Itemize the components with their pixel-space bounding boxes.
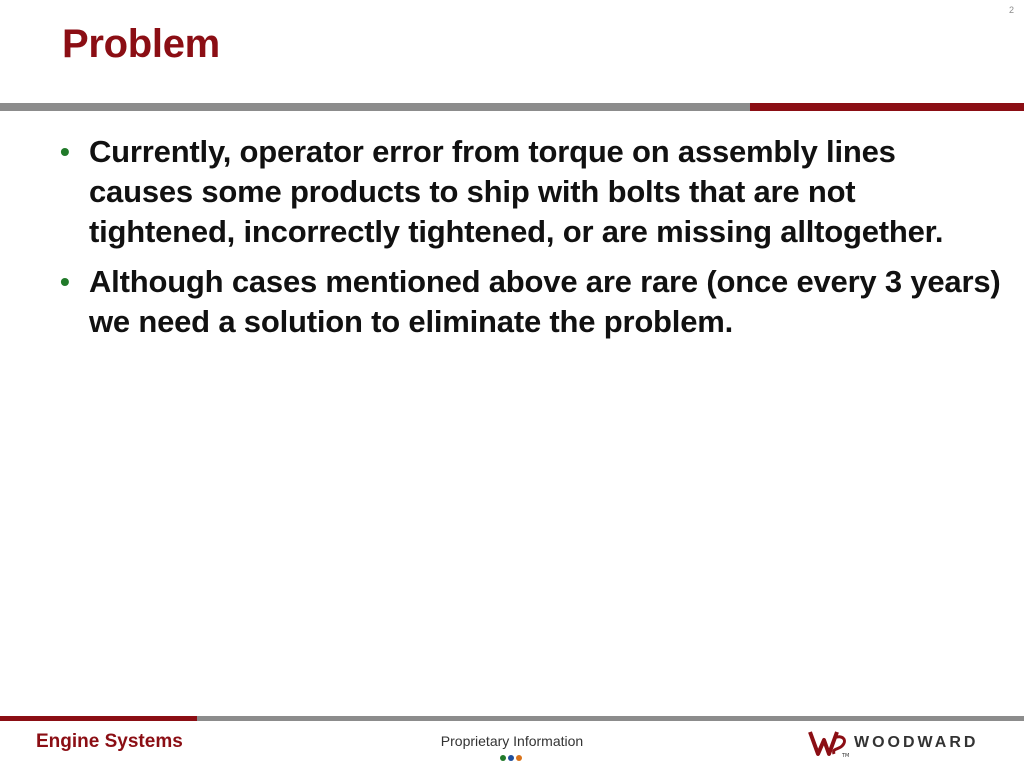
footer-dot-icon xyxy=(500,755,506,761)
svg-text:TM: TM xyxy=(842,753,850,758)
footer-dot-icon xyxy=(516,755,522,761)
slide-title: Problem xyxy=(62,22,220,66)
bullet-text: Although cases mentioned above are rare (once every 3 years) we need a solution to eliminate the problem. xyxy=(89,264,1001,339)
footer-dots xyxy=(500,755,522,761)
footer-proprietary-label: Proprietary Information xyxy=(440,733,584,749)
bullet-item xyxy=(60,262,1005,342)
title-divider-red xyxy=(750,103,1024,111)
footer-dot-icon xyxy=(508,755,514,761)
bullet-item xyxy=(60,132,1005,252)
bullet-marker-icon: • xyxy=(60,136,70,167)
footer-divider-gray xyxy=(197,716,1024,721)
footer-section-label: Engine Systems xyxy=(36,731,183,752)
footer-divider-red xyxy=(0,716,197,721)
woodward-w-logo-icon xyxy=(808,728,850,758)
bullet-marker-icon: • xyxy=(60,266,70,297)
bullet-list xyxy=(60,132,1005,352)
woodward-logo xyxy=(808,728,978,758)
page-number: 2 xyxy=(1008,5,1014,15)
woodward-brand-text: WOODWARD xyxy=(854,734,979,751)
title-divider-gray xyxy=(0,103,750,111)
bullet-text: Currently, operator error from torque on assembly lines causes some products to ship with bolts that are not tightened, incorrectly tightened, or are missing alltogether. xyxy=(89,134,944,249)
